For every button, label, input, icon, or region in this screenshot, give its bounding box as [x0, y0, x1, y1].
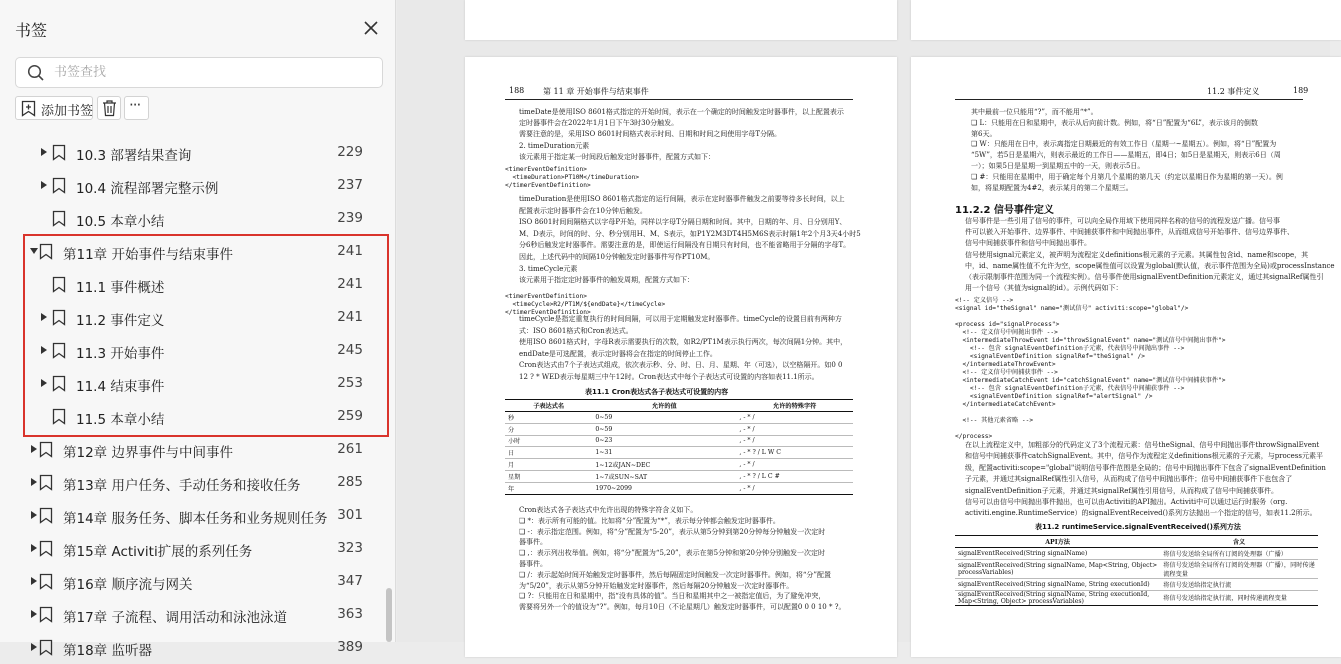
- table-cell: 分: [505, 423, 592, 435]
- text-line: ❑ -：表示指定范围。例如，将“分”配置为“5-20”，表示从第5分钟到第20分钟每分钟触发一次定时: [519, 527, 826, 536]
- running-header: 11.2 事件定义: [1207, 87, 1260, 96]
- add-bookmark-label: 添加书签: [41, 104, 94, 119]
- table-cell: , - * ? / L C #: [736, 470, 853, 482]
- table-cell: 将信号发送给全局所有订阅的处理器（广播），同时传递 流程变量: [1160, 559, 1318, 578]
- header-rule: [955, 99, 1303, 100]
- bookmark-icon: [52, 210, 66, 227]
- text-line: 12 ? * WED表示每星期三中午12时。Cron表达式中每个子表达式可设置的内容如表11.1所示。: [519, 373, 819, 381]
- table-header-cell: 允许的值: [592, 400, 736, 412]
- bookmark-icon: [52, 309, 66, 326]
- bookmark-item[interactable]: [0, 202, 384, 235]
- table-cell: signalEventReceived(String signalName): [955, 548, 1160, 560]
- bookmark-page-number: 261: [337, 441, 363, 457]
- text-line: 分6秒后触发定时器事件。需要注意的是，即使运行间隔没有日期只有时间，也不能省略用于分隔的字母T。: [519, 241, 851, 250]
- bookmark-icon: [52, 177, 66, 194]
- text-line: ❑ *：表示所有可能的值。比如将“分”配置为“*”，表示每分钟都会触发定时器事件。: [519, 516, 780, 525]
- caret-right-icon[interactable]: [30, 609, 38, 619]
- delete-bookmark-button[interactable]: [97, 96, 121, 120]
- caret-right-icon[interactable]: [30, 444, 38, 454]
- table-cell: signalEventReceived(String signalName, String executionId): [955, 578, 1160, 590]
- bookmark-page-number: 253: [337, 375, 363, 391]
- text-line: ❑ #：只能用在星期中，用于确定每个月第几个星期的第几天（约定以星期日作为星期的第一天）。例: [971, 172, 1283, 181]
- table-cell: 将信号发送给指定执行流，同时传递流程变量: [1160, 590, 1318, 605]
- bookmark-page-number: 245: [337, 342, 363, 358]
- text-line: timeDate是使用ISO 8601格式指定的开始时间，表示在一个确定的时间触发定时器事件，以上配置表示: [519, 108, 844, 116]
- text-line: Cron表达式各子表达式中允许出现的特殊字符含义如下。: [519, 506, 698, 514]
- table-cell: , - * /: [736, 482, 853, 494]
- caret-right-icon[interactable]: [30, 543, 38, 553]
- add-bookmark-button[interactable]: [15, 96, 93, 120]
- text-line: ❑ ,：表示列出枚举值。例如，将“分”配置为“5,20”，表示在第5分钟和第20分钟分别触发一次定时: [519, 549, 825, 558]
- text-line: endDate是可选配置，表示定时器将会在指定的时间停止工作。: [519, 349, 717, 358]
- bookmark-page-number: 241: [337, 276, 363, 292]
- table-row: [505, 482, 853, 494]
- bookmark-icon: [52, 375, 66, 392]
- bookmark-item[interactable]: [0, 466, 384, 499]
- text-line: 中，id、name属性值不允许为空，scope属性值可以设置为global(默认值，表示事件范围为全局)或processInstance: [965, 261, 1335, 270]
- text-line: 定时器事件会在2022年1月1日下午3时30分触发。: [519, 119, 679, 128]
- text-line: 该元素用于指定某一时间段后触发定时器事件，配置方式如下：: [519, 152, 715, 161]
- bookmark-page-number: 389: [337, 639, 363, 655]
- bookmark-label: 第16章 顺序流与网关: [63, 577, 193, 593]
- table-row: [505, 435, 853, 447]
- text-line: 第6天。: [971, 129, 997, 138]
- table-row: [955, 548, 1318, 560]
- text-line: 3. timeCycle元素: [519, 264, 578, 273]
- bookmark-tree: [0, 136, 384, 659]
- close-icon[interactable]: [361, 18, 381, 38]
- table-row: [955, 578, 1318, 590]
- table-header-cell: API方法: [955, 536, 1160, 548]
- previous-page-left: [465, 0, 897, 40]
- text-line: ❑ /：表示起始时间开始触发定时器事件，然后每隔固定时间触发一次定时器事件。例如，将“分”配置: [519, 570, 832, 579]
- table-cell: 0~59: [592, 423, 736, 435]
- bookmark-sidebar: [0, 0, 396, 659]
- page-188: [465, 57, 897, 657]
- bookmark-icon: [39, 606, 53, 623]
- bookmark-page-number: 285: [337, 474, 363, 490]
- text-line: timeCycle是指定重复执行的时间间隔，可以用于定期触发定时器事件。timeCycle的设置目前有两种方: [519, 315, 842, 323]
- header-rule: [505, 99, 853, 100]
- bookmark-icon: [39, 474, 53, 491]
- text-line: 该元素用于指定定时器事件的触发周期，配置方式如下：: [519, 276, 694, 285]
- bookmark-page-number: 347: [337, 573, 363, 589]
- bookmark-label: 第12章 边界事件与中间事件: [63, 445, 233, 461]
- search-icon: [27, 64, 45, 82]
- table-cell: 年: [505, 482, 592, 494]
- bookmark-icon: [52, 144, 66, 161]
- bookmark-icon: [39, 573, 53, 590]
- text-line: 因此，上述代码中的间隔10分钟触发定时器事件写作PT10M。: [519, 253, 715, 261]
- text-line: 信号使用signal元素定义，被声明为流程定义definitions根元素的子元素。其属性包含id、name和scope，其: [965, 250, 1309, 259]
- sidebar-title: 书签: [15, 21, 48, 40]
- document-viewer[interactable]: [397, 0, 1335, 642]
- text-line: 在以上流程定义中，加粗部分的代码定义了3个流程元素：信号theSignal、信号中间抛出事件throwSignalEvent: [965, 441, 1320, 449]
- bookmark-label: 第17章 子流程、调用活动和泳池泳道: [63, 610, 287, 626]
- bookmark-item[interactable]: [0, 433, 384, 466]
- text-line: 和信号中间捕获事件catchSignalEvent。其中，信号作为流程定义definitions根元素的子元素，与process元素平: [965, 452, 1323, 461]
- caret-right-icon[interactable]: [30, 510, 38, 520]
- table-cell: , - * /: [736, 435, 853, 447]
- running-header: 第 11 章 开始事件与结束事件: [543, 87, 649, 96]
- caret-right-icon[interactable]: [30, 477, 38, 487]
- bookmark-label: 第18章 监听器: [63, 643, 152, 659]
- table-header-cell: 含义: [1160, 536, 1318, 548]
- bookmark-icon: [52, 408, 66, 425]
- text-line: 需要将另外一个的值设为“?”。例如，每月10日（不论星期几）触发定时器事件，可以配置0 0 0 10 * ?。: [519, 603, 846, 612]
- api-table: [955, 535, 1318, 606]
- bookmark-label: 11.3 开始事件: [76, 346, 165, 362]
- bookmark-icon: [39, 441, 53, 458]
- section-heading: 11.2.2 信号事件定义: [955, 205, 1054, 216]
- caret-right-icon[interactable]: [40, 378, 48, 388]
- text-line: 器事件。: [519, 538, 547, 547]
- bookmark-page-number: 241: [337, 309, 363, 325]
- bookmark-page-number: 323: [337, 540, 363, 556]
- table-title: 表11.1 Cron表达式各子表达式可设置的内容: [585, 388, 729, 396]
- bookmark-icon: [39, 639, 53, 656]
- more-icon: ···: [129, 96, 141, 114]
- add-bookmark-icon: [20, 100, 37, 117]
- bookmark-search-box[interactable]: [15, 57, 383, 88]
- text-line: 信号事件是一些引用了信号的事件，可以向全局作用域下使用同样名称的信号的流程发送广播。信号事: [965, 217, 1280, 225]
- bookmark-icon: [52, 276, 66, 293]
- bookmark-item[interactable]: [0, 499, 384, 532]
- text-line: timeDuration是使用ISO 8601格式指定的运行间隔，表示在定时器事件触发之前要等待多长时间，以上: [519, 195, 845, 203]
- bookmark-label: 第11章 开始事件与结束事件: [63, 247, 233, 263]
- bookmark-item[interactable]: [0, 565, 384, 598]
- close-sidebar-button[interactable]: [361, 18, 381, 38]
- bookmark-label: 10.3 部署结果查询: [76, 148, 192, 164]
- text-line: ❑ W：只能用在日中，表示离指定日期最近的有效工作日（星期一~星期五）。例如，将“日”配置为: [971, 140, 1277, 149]
- code-block: <timerEventDefinition> <timeCycle>R2/PT1M/${endDate}</timeCycle> </timerEventDefinition>: [505, 293, 666, 316]
- text-line: Cron表达式由7个子表达式组成，依次表示秒、分、时、日、月、星期、年（可选），以空格隔开。如0 0: [519, 361, 843, 370]
- table-cell: , - * ? / L W C: [736, 447, 853, 459]
- text-line: signalEventDefinition子元素，并通过其signalRef属性引用信号，从而构成了信号中间捕获事件。: [965, 486, 1278, 495]
- table-cell: 1970~2099: [592, 482, 736, 494]
- bookmark-item[interactable]: [0, 598, 384, 631]
- text-line: 为“5/20”，表示从第5分钟开始触发定时器事件，然后每隔20分钟触发一次定时器事件。: [519, 581, 794, 590]
- bookmark-label: 11.4 结束事件: [76, 379, 165, 395]
- code-block: <!-- 定义信号 --> <signal id="theSignal" name="测试信号" activiti:scope="global"/> <process id="signalProcess"> <!-- 定义信号中间抛出事件 --> <intermediateThrowEvent id="throwSignalEvent" name="测试信号中间抛出事件"> <!-- 包含 signalEventDefinition子元素，代表信号中间抛出事件 --> <signalEventDefinition signalRef="theSignal" /> </intermediateThrowEvent> <!-- 定义信号中间捕获事件 --> <intermediateCatchEvent id="catchSignalEvent" name="测试信号中间捕获事件"> <!-- 包含 signalEventDefinition子元素，代表信号中间捕获事件 --> <signalEventDefinition signalRef="alertSignal" /> </intermediateCatchEvent> <!-- 其他元素省略 --> </process>: [955, 297, 1226, 440]
- cron-table: [505, 399, 853, 495]
- bookmark-label: 10.5 本章小结: [76, 214, 165, 230]
- bookmark-icon: [52, 342, 66, 359]
- bookmark-item[interactable]: [0, 532, 384, 565]
- caret-right-icon[interactable]: [40, 345, 48, 355]
- text-line: ISO 8601时间间隔格式以字母P开始，同样以字母T分隔日期和时间。其中，日期的年、月、日分别用Y、: [519, 218, 847, 227]
- table-row: [505, 447, 853, 459]
- bookmark-label: 11.2 事件定义: [76, 313, 165, 329]
- table-row: [505, 470, 853, 482]
- table-cell: 将信号发送给指定执行流: [1160, 578, 1318, 590]
- table-cell: , - * /: [736, 423, 853, 435]
- text-line: （表示限制事件范围为同一个流程实例）。信号事件使用signalEventDefinition元素定义，通过其signalRef属性引: [965, 273, 1324, 281]
- trash-icon: [101, 99, 118, 117]
- bookmark-label: 第13章 用户任务、手动任务和接收任务: [63, 478, 301, 494]
- text-line: 使用ISO 8601格式时，字母R表示需要执行的次数，如R2/PT1M表示执行两次，每次间隔1分钟。其中，: [519, 338, 848, 347]
- text-line: 用一个信号（其值为signal的id）。示例代码如下：: [965, 284, 1123, 293]
- text-line: 器事件。: [519, 560, 547, 568]
- table-header-cell: 子表达式名: [505, 400, 592, 412]
- bookmark-label: 11.1 事件概述: [76, 280, 165, 296]
- bookmark-icon: [39, 243, 53, 260]
- table-cell: 1~12或JAN~DEC: [592, 459, 736, 471]
- bookmark-page-number: 259: [337, 408, 363, 424]
- bookmark-label: 11.5 本章小结: [76, 412, 165, 428]
- table-cell: 将信号发送给全局所有订阅的处理器（广播）: [1160, 548, 1318, 560]
- text-line: 其中最前一位只能用“?”，而不能用“*”。: [971, 108, 1098, 116]
- table-cell: signalEventReceived(String signalName, String executionId, Map<String, Object> processVariables): [955, 590, 1160, 605]
- caret-right-icon[interactable]: [40, 180, 48, 190]
- text-line: 一）；如果5日是星期一到星期五中的一天，则表示5日。: [971, 162, 1145, 170]
- table-cell: signalEventReceived(String signalName, Map<String, Object> processVariables): [955, 559, 1160, 578]
- text-line: 级，配置activiti:scope="global"说明信号事件范围是全局的；信号中间抛出事件下包含了signalEventDefinition: [965, 463, 1326, 472]
- text-line: 配置表示定时器事件会在10分钟后触发。: [519, 206, 647, 215]
- bookmark-icon: [39, 507, 53, 524]
- sidebar-scrollbar-thumb[interactable]: [386, 588, 392, 642]
- bookmark-label: 第15章 Activiti扩展的系列任务: [63, 544, 253, 560]
- caret-right-icon[interactable]: [30, 576, 38, 586]
- table-cell: 月: [505, 459, 592, 471]
- text-line: activiti.engine.RuntimeService）的signalEventReceived()系列方法抛出一个指定的信号，如表11.2所示。: [965, 509, 1317, 518]
- caret-right-icon[interactable]: [40, 147, 48, 157]
- bookmark-item[interactable]: [0, 268, 384, 301]
- table-title: 表11.2 runtimeService.signalEventReceived()系列方法: [1035, 523, 1241, 531]
- caret-down-icon[interactable]: [30, 246, 38, 256]
- table-row: [505, 423, 853, 435]
- bookmark-page-number: 229: [337, 144, 363, 160]
- page-number: 189: [1293, 86, 1309, 95]
- table-cell: 0~23: [592, 435, 736, 447]
- caret-right-icon[interactable]: [40, 312, 48, 322]
- table-cell: 星期: [505, 470, 592, 482]
- text-line: ❑ L：只能用在日和星期中，表示从后向前计数。例如，将“日”配置为“6L”，表示该月的倒数: [971, 118, 1258, 127]
- text-line: 信号中间捕获事件和信号中间抛出事件。: [965, 239, 1091, 248]
- bookmark-page-number: 239: [337, 210, 363, 226]
- text-line: 子元素，并通过其signalRef属性引入信号，从而构成了信号中间抛出事件；信号中间捕获事件下也包含了: [965, 475, 1293, 484]
- bookmark-item[interactable]: [0, 169, 384, 202]
- text-line: 式：ISO 8601格式和Cron表达式。: [519, 326, 633, 335]
- bookmark-item[interactable]: [0, 334, 384, 367]
- code-block: <timerEventDefinition> <timeDuration>PT10M</timeDuration> </timerEventDefinition>: [505, 166, 640, 189]
- bookmark-page-number: 301: [337, 507, 363, 523]
- table-cell: 1~31: [592, 447, 736, 459]
- table-cell: 1~7或SUN~SAT: [592, 470, 736, 482]
- text-line: 信号可以由信号中间抛出事件抛出，也可以由Activiti的API抛出。Activiti中可以通过运行时服务（org.: [965, 498, 1288, 506]
- table-cell: 秒: [505, 412, 592, 424]
- table-header-cell: 允许的特殊字符: [736, 400, 853, 412]
- text-line: “5W”，若5日是星期六，则表示最近的工作日——星期五，即4日；如5日是星期天，则表示6日（周: [971, 151, 1281, 160]
- page-189: [911, 57, 1341, 657]
- bookmark-label: 10.4 流程部署完整示例: [76, 181, 219, 197]
- table-cell: , - * /: [736, 412, 853, 424]
- table-row: [955, 559, 1318, 578]
- text-line: 需要注意的是，采用ISO 8601时间格式表示时间、日期和时间之间使用字母T分隔。: [519, 130, 782, 139]
- page-number: 188: [509, 86, 525, 95]
- bookmark-item[interactable]: [0, 400, 384, 433]
- text-line: M、D表示，时间的时、分、秒分别用H、M、S表示，如P1Y2M3DT4H5M6S表示时隔1年2个月3天4小时5: [519, 229, 861, 238]
- bookmark-icon: [39, 540, 53, 557]
- bookmark-item[interactable]: [0, 301, 384, 334]
- text-line: 2. timeDuration元素: [519, 141, 590, 150]
- text-line: 如，将星期配置为4#2，表示某月的第二个星期三。: [971, 183, 1133, 192]
- bookmark-item[interactable]: [0, 235, 384, 268]
- table-row: [955, 590, 1318, 605]
- bookmark-item[interactable]: [0, 367, 384, 400]
- table-cell: , - * /: [736, 459, 853, 471]
- text-line: 件可以嵌入开始事件、边界事件、中间捕获事件和中间抛出事件，从而组成信号开始事件、信号边界事件、: [965, 228, 1294, 237]
- bookmark-item[interactable]: [0, 136, 384, 169]
- table-cell: 日: [505, 447, 592, 459]
- table-row: [505, 459, 853, 471]
- table-cell: 小时: [505, 435, 592, 447]
- bookmark-page-number: 237: [337, 177, 363, 193]
- bookmark-page-number: 241: [337, 243, 363, 259]
- bookmark-item[interactable]: [0, 631, 384, 664]
- bookmark-search-input[interactable]: [54, 58, 374, 87]
- table-row: [505, 412, 853, 424]
- bookmark-label: 第14章 服务任务、脚本任务和业务规则任务: [63, 511, 328, 527]
- caret-right-icon[interactable]: [30, 642, 38, 652]
- previous-page-right: [911, 0, 1341, 40]
- table-cell: 0~59: [592, 412, 736, 424]
- more-options-button[interactable]: [124, 96, 149, 120]
- bookmark-page-number: 363: [337, 606, 363, 622]
- text-line: ❑ ?：只能用在日和星期中，指“没有具体的值”。当日和星期其中之一被指定值后，为了避免冲突，: [519, 592, 826, 601]
